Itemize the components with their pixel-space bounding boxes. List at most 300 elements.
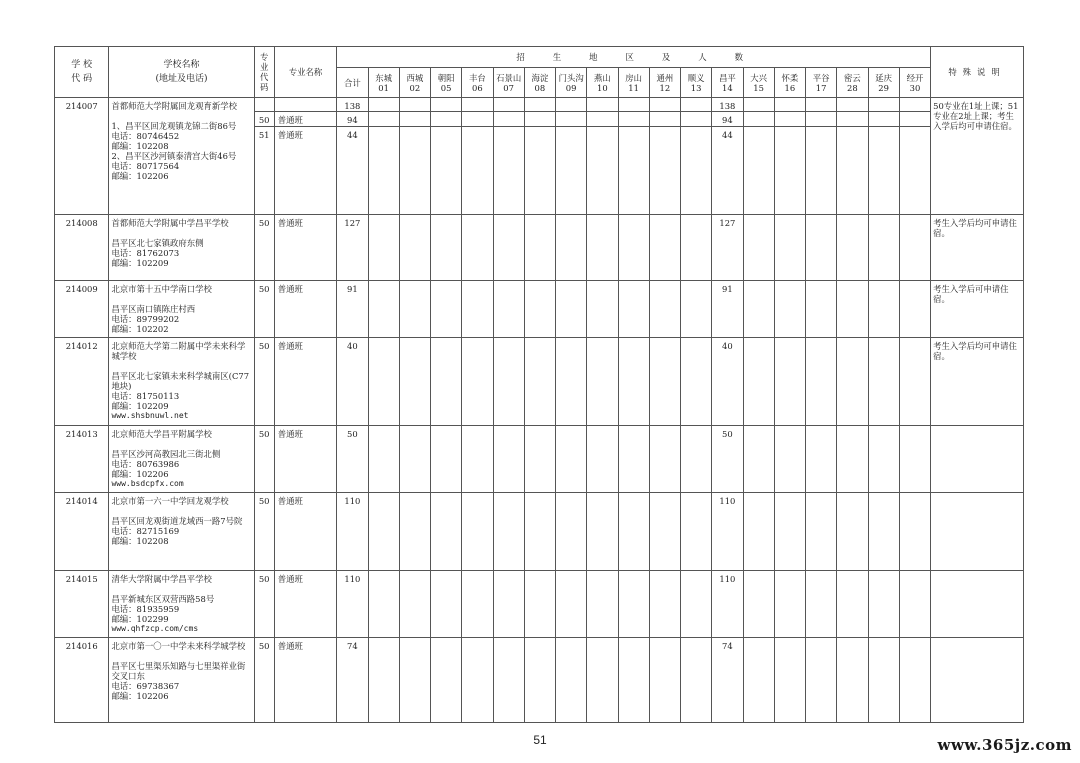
school-name: 首都师范大学附属中学昌平学校 — [111, 218, 229, 228]
district-name: 密云 — [844, 72, 861, 83]
district-header-cell — [587, 68, 618, 98]
school-name: 清华大学附属中学昌平学校 — [111, 574, 212, 584]
changping-count-cell: 138 — [712, 98, 743, 112]
district-count-cell — [462, 112, 493, 127]
school-code: 214014 — [55, 493, 109, 571]
district-count-cell — [524, 638, 555, 723]
district-count-cell — [774, 571, 805, 638]
district-name: 平谷 — [812, 72, 830, 83]
school-code: 214016 — [55, 638, 109, 723]
district-count-cell — [774, 638, 805, 723]
district-count-cell — [899, 493, 930, 571]
district-count-cell — [806, 112, 837, 127]
district-count-cell — [368, 127, 399, 215]
district-count-cell — [587, 98, 618, 112]
major-code: 50 — [254, 338, 274, 426]
district-name: 合计 — [344, 77, 361, 88]
major-name: 普通班 — [274, 281, 337, 338]
district-count-cell — [462, 571, 493, 638]
district-count-cell — [556, 338, 587, 426]
address-line: 邮编：102209 — [111, 401, 169, 411]
changping-count-cell: 74 — [712, 638, 743, 723]
district-count-cell — [743, 638, 774, 723]
district-count-cell — [556, 127, 587, 215]
district-count-cell — [618, 281, 649, 338]
special-note-line: 考生入学后均可申请住宿。 — [933, 218, 1017, 238]
school-name: 北京市第一六一中学回龙观学校 — [111, 496, 229, 506]
school-row — [55, 571, 1024, 638]
district-count-cell — [431, 338, 462, 426]
district-count-cell — [618, 127, 649, 215]
major-code: 51 — [254, 127, 274, 215]
district-count-cell — [899, 638, 930, 723]
district-header-cell — [712, 68, 743, 98]
district-count-cell — [587, 571, 618, 638]
district-count-cell — [774, 127, 805, 215]
district-count-cell — [899, 571, 930, 638]
district-count-cell — [587, 112, 618, 127]
special-note-line: 考生入学后均可申请住宿。 — [933, 341, 1017, 361]
school-name: 北京市第十五中学南口学校 — [111, 284, 212, 294]
district-count-cell — [462, 98, 493, 112]
district-header-cell — [431, 68, 462, 98]
district-name: 海淀 — [531, 72, 549, 83]
header-school-code-line: 代 码 — [71, 74, 93, 84]
district-count-cell — [681, 281, 712, 338]
header-major-code — [254, 47, 274, 98]
district-count-cell — [774, 215, 805, 281]
special-note-line: 50专业在1址上课； — [933, 101, 1008, 111]
district-count-cell — [681, 112, 712, 127]
address-line: 1、昌平区回龙观镇龙锦二街86号 — [111, 121, 237, 131]
district-count-cell — [493, 281, 524, 338]
district-count-cell — [493, 215, 524, 281]
district-header-cell — [899, 68, 930, 98]
district-name: 西城 — [406, 72, 424, 83]
changping-count-cell: 50 — [712, 426, 743, 493]
school-name-cell — [109, 493, 254, 571]
special-note-line: 考生入学后可申请住宿。 — [933, 284, 1009, 304]
special-note-cell — [931, 98, 1024, 215]
school-address — [111, 516, 251, 546]
special-note-cell — [931, 571, 1024, 638]
school-name: 北京师范大学第二附属中学未来科学城学校 — [111, 341, 246, 361]
school-address — [111, 594, 251, 634]
district-count-cell — [806, 571, 837, 638]
district-count-cell — [681, 493, 712, 571]
district-count-cell — [462, 493, 493, 571]
district-code: 15 — [753, 82, 764, 93]
total-count-cell: 91 — [337, 281, 368, 338]
district-count-cell — [806, 638, 837, 723]
school-code: 214008 — [55, 215, 109, 281]
district-count-cell — [493, 112, 524, 127]
district-count-cell — [431, 112, 462, 127]
district-count-cell — [399, 112, 430, 127]
district-code: 16 — [784, 82, 796, 93]
district-count-cell — [368, 638, 399, 723]
address-line: 电话：81935959 — [111, 604, 180, 614]
district-count-cell — [649, 493, 680, 571]
school-name: 北京师范大学昌平附属学校 — [111, 429, 212, 439]
address-line: 电话：80717564 — [111, 161, 180, 171]
district-code: 02 — [409, 82, 421, 93]
district-header-cell — [681, 68, 712, 98]
major-name: 普通班 — [274, 338, 337, 426]
major-code: 50 — [254, 638, 274, 723]
school-row — [55, 493, 1024, 571]
district-count-cell — [462, 426, 493, 493]
header-school-code-line: 学 校 — [71, 60, 93, 70]
district-header-cell — [806, 68, 837, 98]
district-code: 12 — [659, 82, 671, 93]
school-row — [55, 338, 1024, 426]
total-count-cell: 110 — [337, 571, 368, 638]
changping-count-cell: 44 — [712, 127, 743, 215]
school-code: 214007 — [55, 98, 109, 215]
header-major-code-char: 专 — [260, 52, 269, 62]
district-count-cell — [493, 571, 524, 638]
district-count-cell — [368, 338, 399, 426]
address-line: 昌平区北七家镇政府东侧 — [111, 238, 204, 248]
school-name-cell — [109, 426, 254, 493]
district-count-cell — [462, 338, 493, 426]
district-count-cell — [431, 215, 462, 281]
special-note-line: 51专业在2址上课； — [933, 101, 1019, 121]
district-name: 门头沟 — [558, 72, 584, 83]
district-count-cell — [399, 281, 430, 338]
district-count-cell — [837, 638, 868, 723]
address-line: 电话：80746452 — [111, 131, 180, 141]
district-count-cell — [399, 338, 430, 426]
header-region-title: 招生地区及人数 — [337, 47, 931, 68]
district-count-cell — [681, 215, 712, 281]
district-count-cell — [899, 338, 930, 426]
address-line: 2、昌平区沙河镇泰清宫大街46号 — [111, 151, 237, 161]
total-count-cell: 50 — [337, 426, 368, 493]
district-header-cell — [368, 68, 399, 98]
district-code: 08 — [534, 82, 546, 93]
district-count-cell — [649, 638, 680, 723]
district-count-cell — [368, 112, 399, 127]
district-count-cell — [743, 98, 774, 112]
district-count-cell — [649, 127, 680, 215]
district-count-cell — [493, 638, 524, 723]
address-line: 邮编：102209 — [111, 258, 169, 268]
district-count-cell — [368, 215, 399, 281]
special-note-cell — [931, 215, 1024, 281]
district-count-cell — [649, 98, 680, 112]
table-header — [55, 47, 1024, 98]
major-code: 50 — [254, 112, 274, 127]
district-count-cell — [649, 215, 680, 281]
district-code: 14 — [722, 82, 733, 93]
district-code: 07 — [503, 82, 514, 93]
special-note-cell — [931, 493, 1024, 571]
address-line: 昌平区北七家镇未来科学城南区(C77地块) — [111, 371, 250, 391]
district-count-cell — [587, 338, 618, 426]
district-header-cell — [774, 68, 805, 98]
major-code: 50 — [254, 426, 274, 493]
district-count-cell — [899, 98, 930, 112]
district-count-cell — [493, 338, 524, 426]
header-school-code — [55, 47, 109, 98]
district-count-cell — [868, 426, 899, 493]
address-line: 电话：89799202 — [111, 314, 180, 324]
district-code: 10 — [597, 82, 608, 93]
district-header-cell — [649, 68, 680, 98]
major-name: 普通班 — [274, 571, 337, 638]
district-count-cell — [837, 493, 868, 571]
school-website: www.qhfzcp.com/cms — [111, 624, 199, 633]
district-count-cell — [524, 426, 555, 493]
district-count-cell — [618, 98, 649, 112]
district-count-cell — [681, 426, 712, 493]
address-line: 邮编：102206 — [111, 469, 169, 479]
changping-count-cell: 40 — [712, 338, 743, 426]
district-count-cell — [681, 338, 712, 426]
district-count-cell — [368, 571, 399, 638]
special-note-line: 考生入学后均可申请住宿。 — [933, 111, 1017, 131]
district-count-cell — [556, 281, 587, 338]
address-line: 电话：80763986 — [111, 459, 180, 469]
major-name: 普通班 — [274, 215, 337, 281]
district-count-cell — [587, 638, 618, 723]
district-header-cell — [337, 68, 368, 98]
district-count-cell — [774, 338, 805, 426]
address-line: 邮编：102202 — [111, 324, 169, 334]
school-name: 首都师范大学附属回龙观育新学校 — [111, 101, 238, 111]
school-website: www.bsdcpfx.com — [111, 479, 184, 488]
major-code: 50 — [254, 281, 274, 338]
school-name-cell — [109, 571, 254, 638]
district-count-cell — [524, 98, 555, 112]
header-major-code-char: 业 — [260, 62, 269, 72]
district-count-cell — [431, 127, 462, 215]
district-header-cell — [556, 68, 587, 98]
district-count-cell — [368, 281, 399, 338]
school-row — [55, 98, 1024, 112]
district-count-cell — [399, 571, 430, 638]
district-name: 大兴 — [750, 72, 768, 83]
district-count-cell — [462, 638, 493, 723]
school-code: 214009 — [55, 281, 109, 338]
district-count-cell — [837, 98, 868, 112]
school-row — [55, 426, 1024, 493]
district-count-cell — [524, 338, 555, 426]
district-count-cell — [493, 426, 524, 493]
district-count-cell — [743, 338, 774, 426]
changping-count-cell: 110 — [712, 493, 743, 571]
district-count-cell — [587, 127, 618, 215]
school-code: 214012 — [55, 338, 109, 426]
major-name — [274, 98, 337, 112]
district-count-cell — [806, 493, 837, 571]
district-count-cell — [524, 493, 555, 571]
district-count-cell — [431, 426, 462, 493]
district-count-cell — [868, 571, 899, 638]
major-name: 普通班 — [274, 638, 337, 723]
district-header-cell — [524, 68, 555, 98]
school-row — [55, 281, 1024, 338]
district-count-cell — [837, 215, 868, 281]
district-count-cell — [837, 281, 868, 338]
admission-table — [54, 46, 1024, 723]
district-count-cell — [743, 127, 774, 215]
school-code: 214013 — [55, 426, 109, 493]
special-note-cell — [931, 426, 1024, 493]
district-count-cell — [837, 426, 868, 493]
district-count-cell — [868, 493, 899, 571]
district-count-cell — [806, 426, 837, 493]
district-count-cell — [899, 281, 930, 338]
district-header-cell — [399, 68, 430, 98]
district-count-cell — [462, 127, 493, 215]
district-count-cell — [806, 338, 837, 426]
school-address — [111, 371, 251, 421]
district-count-cell — [899, 127, 930, 215]
school-address — [111, 449, 251, 489]
district-name: 昌平 — [719, 72, 736, 83]
school-name-cell — [109, 338, 254, 426]
district-count-cell — [462, 281, 493, 338]
address-line: 邮编：102206 — [111, 691, 169, 701]
district-name: 经开 — [906, 72, 924, 83]
total-count-cell: 40 — [337, 338, 368, 426]
district-count-cell — [899, 426, 930, 493]
district-count-cell — [649, 338, 680, 426]
district-count-cell — [774, 112, 805, 127]
district-header-cell — [618, 68, 649, 98]
district-count-cell — [431, 571, 462, 638]
school-address — [111, 304, 251, 334]
district-count-cell — [743, 281, 774, 338]
district-count-cell — [868, 112, 899, 127]
district-count-cell — [899, 215, 930, 281]
district-code: 05 — [440, 82, 452, 93]
special-note-cell — [931, 281, 1024, 338]
school-row — [55, 215, 1024, 281]
major-code: 50 — [254, 571, 274, 638]
district-count-cell — [431, 281, 462, 338]
district-name: 延庆 — [875, 72, 893, 83]
district-count-cell — [587, 493, 618, 571]
major-code — [254, 98, 274, 112]
district-count-cell — [743, 215, 774, 281]
major-code: 50 — [254, 493, 274, 571]
district-name: 房山 — [625, 72, 643, 83]
table-body — [55, 98, 1024, 723]
school-name-cell — [109, 98, 254, 215]
district-count-cell — [806, 98, 837, 112]
total-count-cell: 110 — [337, 493, 368, 571]
watermark: www.365jz.com — [937, 736, 1072, 754]
district-count-cell — [368, 98, 399, 112]
district-count-cell — [868, 338, 899, 426]
address-line: 电话：69738367 — [111, 681, 180, 691]
district-count-cell — [681, 98, 712, 112]
district-count-cell — [556, 571, 587, 638]
district-count-cell — [868, 215, 899, 281]
district-count-cell — [618, 112, 649, 127]
district-count-cell — [524, 281, 555, 338]
district-name: 怀柔 — [781, 72, 799, 83]
district-count-cell — [743, 493, 774, 571]
school-code: 214015 — [55, 571, 109, 638]
district-count-cell — [524, 215, 555, 281]
district-code: 01 — [378, 82, 389, 93]
district-count-cell — [774, 493, 805, 571]
district-name: 东城 — [375, 72, 393, 83]
district-code: 17 — [815, 82, 827, 93]
district-count-cell — [837, 338, 868, 426]
header-major-code-char: 码 — [260, 82, 269, 92]
district-count-cell — [493, 127, 524, 215]
district-count-cell — [837, 127, 868, 215]
district-count-cell — [618, 215, 649, 281]
major-code: 50 — [254, 215, 274, 281]
district-count-cell — [524, 571, 555, 638]
district-code: 06 — [472, 82, 483, 93]
district-header-cell — [462, 68, 493, 98]
special-note-cell — [931, 338, 1024, 426]
district-name: 通州 — [656, 72, 674, 83]
district-name: 顺义 — [687, 72, 705, 83]
address-line: 邮编：102208 — [111, 141, 169, 151]
district-header-cell — [743, 68, 774, 98]
address-line: 昌平新城东区双营西路58号 — [111, 594, 215, 604]
district-count-cell — [868, 127, 899, 215]
district-count-cell — [462, 215, 493, 281]
district-count-cell — [368, 493, 399, 571]
header-school-name-line: (地址及电话) — [155, 74, 208, 84]
district-count-cell — [493, 493, 524, 571]
district-count-cell — [587, 281, 618, 338]
header-major-name: 专业名称 — [274, 47, 337, 98]
district-count-cell — [556, 493, 587, 571]
district-count-cell — [837, 112, 868, 127]
major-name: 普通班 — [274, 493, 337, 571]
address-line: 昌平区南口镇陈庄村西 — [111, 304, 196, 314]
school-address — [111, 661, 251, 701]
district-count-cell — [806, 281, 837, 338]
total-count-cell: 138 — [337, 98, 368, 112]
district-count-cell — [743, 426, 774, 493]
district-count-cell — [493, 98, 524, 112]
address-line: 邮编：102208 — [111, 536, 169, 546]
district-code: 13 — [690, 82, 702, 93]
district-count-cell — [524, 112, 555, 127]
district-header-cell — [837, 68, 868, 98]
total-count-cell: 94 — [337, 112, 368, 127]
address-line: 昌平区回龙观街道龙域西一路7号院 — [111, 516, 243, 526]
district-count-cell — [868, 281, 899, 338]
district-count-cell — [618, 571, 649, 638]
district-count-cell — [868, 98, 899, 112]
district-header-cell — [493, 68, 524, 98]
district-count-cell — [399, 98, 430, 112]
district-code: 11 — [628, 82, 639, 93]
district-count-cell — [649, 571, 680, 638]
district-count-cell — [399, 215, 430, 281]
school-row — [55, 638, 1024, 723]
district-count-cell — [556, 215, 587, 281]
district-count-cell — [618, 338, 649, 426]
school-website: www.shsbnuwl.net — [111, 411, 189, 420]
address-line: 电话：81750113 — [111, 391, 180, 401]
district-code: 30 — [909, 82, 921, 93]
school-name-cell — [109, 281, 254, 338]
